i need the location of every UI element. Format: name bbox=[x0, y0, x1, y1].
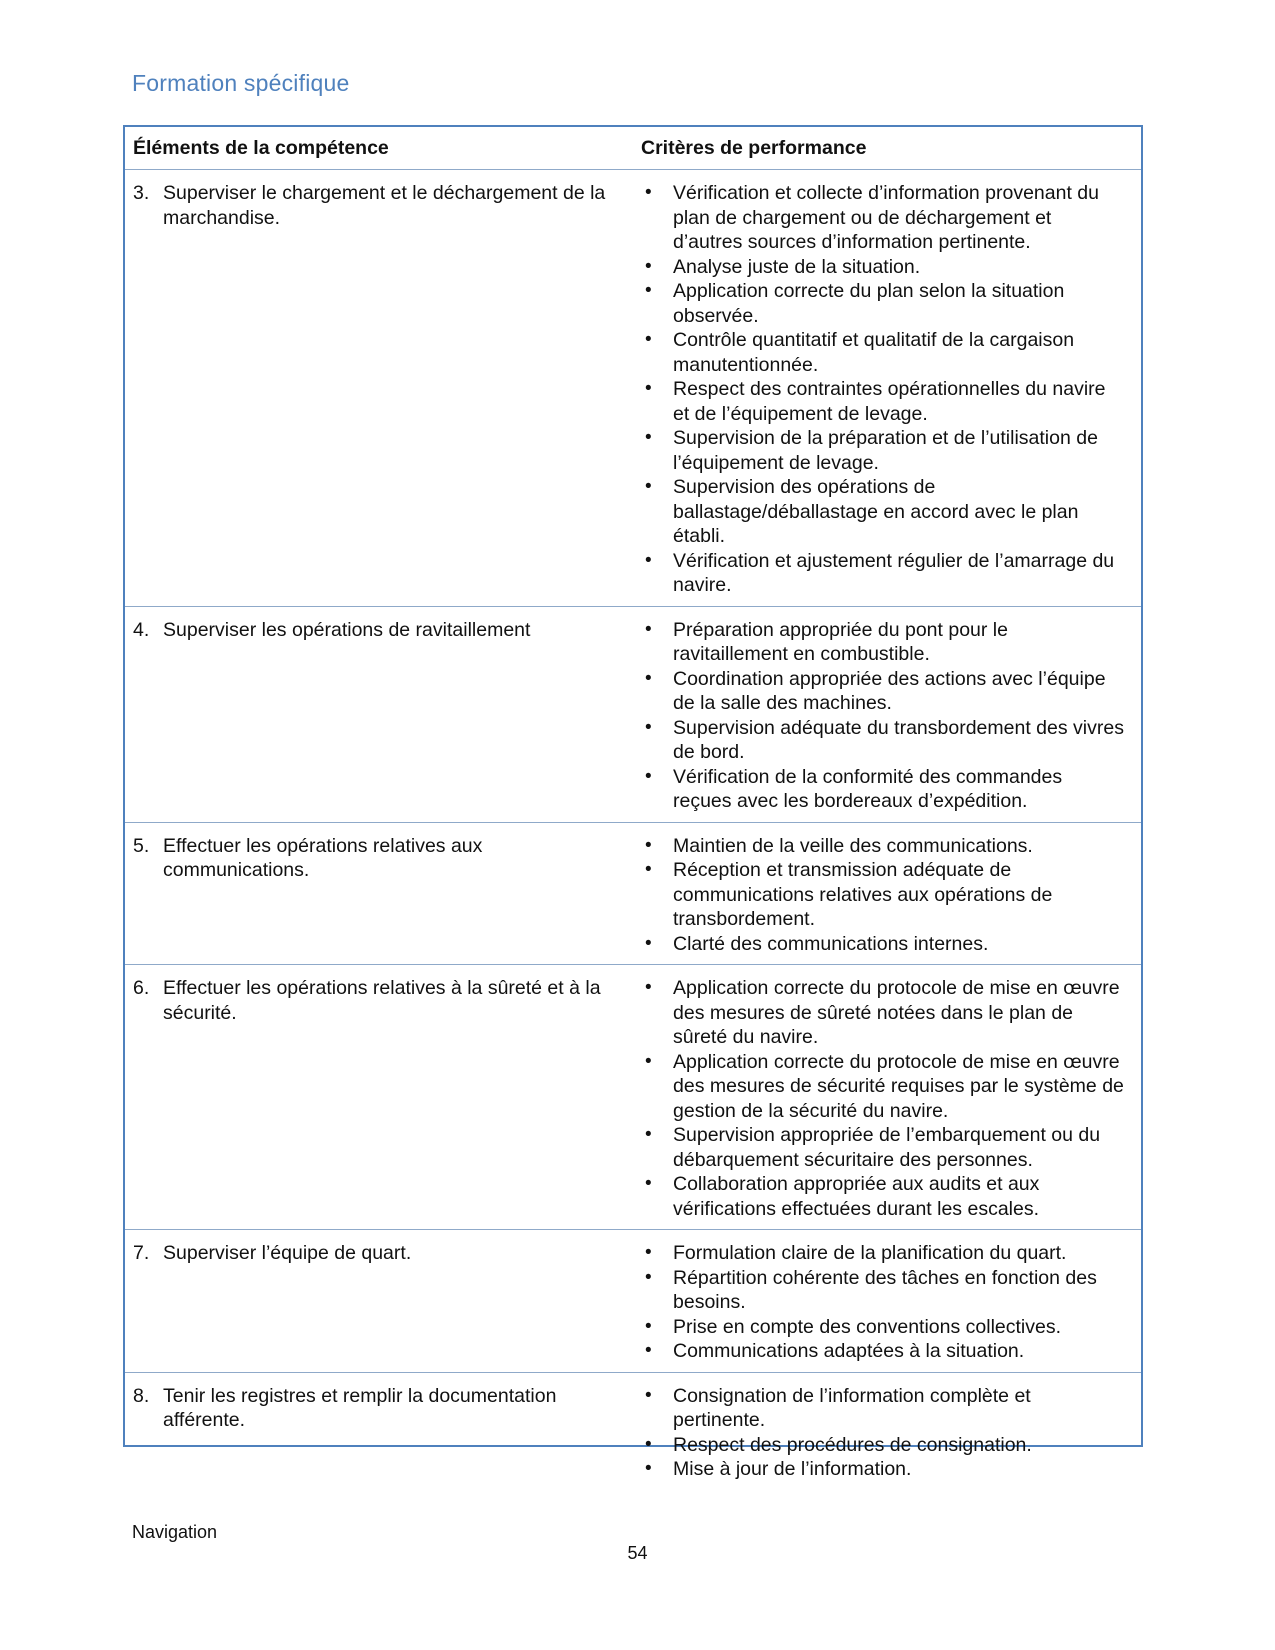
bullet-icon: • bbox=[645, 1242, 652, 1263]
criteria-text: Coordination appropriée des actions avec l’équipe de la salle des machines. bbox=[673, 667, 1106, 714]
element-number: 3. bbox=[133, 182, 150, 204]
criteria-list bbox=[641, 618, 1133, 814]
bullet-icon: • bbox=[645, 378, 652, 399]
criteria-item bbox=[641, 279, 1133, 328]
criteria-text: Contrôle quantitatif et qualitatif de la cargaison manutentionnée. bbox=[673, 329, 1075, 376]
footer-label: Navigation bbox=[132, 1522, 218, 1542]
criteria-list bbox=[641, 181, 1133, 598]
criteria-text: Réception et transmission adéquate de communications relatives aux opérations de transbordement. bbox=[673, 859, 1053, 930]
criteria-text: Supervision de la préparation et de l’utilisation de l’équipement de levage. bbox=[673, 427, 1098, 474]
criteria-text: Communications adaptées à la situation. bbox=[673, 1340, 1025, 1362]
bullet-icon: • bbox=[645, 859, 652, 880]
criteria-text: Prise en compte des conventions collectives. bbox=[673, 1315, 1062, 1338]
bullet-icon: • bbox=[645, 716, 652, 738]
criteria-item bbox=[641, 932, 1133, 957]
criteria-text: Analyse juste de la situation. bbox=[673, 255, 921, 278]
table-row bbox=[125, 1372, 1141, 1490]
criteria-item bbox=[641, 765, 1133, 814]
criteria-text: Supervision des opérations de ballastage/déballastage en accord avec le plan établi. bbox=[673, 476, 1079, 547]
page-number: 54 bbox=[627, 1543, 648, 1563]
table-row bbox=[125, 170, 1141, 607]
criteria-item bbox=[641, 1050, 1133, 1124]
criteria-item bbox=[641, 1123, 1133, 1172]
criteria-text: Maintien de la veille des communications. bbox=[673, 834, 1033, 857]
criteria-list bbox=[641, 834, 1133, 957]
criteria-cell bbox=[633, 1372, 1141, 1490]
element-cell bbox=[125, 965, 633, 1230]
criteria-item bbox=[641, 328, 1133, 377]
bullet-icon: • bbox=[645, 280, 652, 301]
criteria-item bbox=[641, 1457, 1133, 1482]
element-text: Superviser les opérations de ravitaillement bbox=[163, 618, 531, 641]
bullet-icon: • bbox=[645, 1458, 652, 1479]
bullet-icon: • bbox=[645, 932, 652, 954]
criteria-cell bbox=[633, 1230, 1141, 1373]
criteria-item bbox=[641, 1315, 1133, 1340]
criteria-list bbox=[641, 976, 1133, 1221]
criteria-item bbox=[641, 834, 1133, 859]
criteria-item bbox=[641, 1339, 1133, 1364]
bullet-icon: • bbox=[645, 618, 652, 640]
element-text: Tenir les registres et remplir la documentation afférente. bbox=[163, 1384, 557, 1431]
element-cell bbox=[125, 1372, 633, 1490]
bullet-icon: • bbox=[645, 1173, 652, 1194]
criteria-text: Supervision adéquate du transbordement des vivres de bord. bbox=[673, 716, 1124, 763]
element-cell bbox=[125, 170, 633, 607]
element-cell bbox=[125, 822, 633, 965]
element-text: Effectuer les opérations relatives à la sûreté et à la sécurité. bbox=[163, 977, 601, 1024]
bullet-icon: • bbox=[645, 329, 652, 350]
bullet-icon: • bbox=[645, 255, 652, 277]
bullet-icon: • bbox=[645, 1340, 652, 1361]
criteria-item bbox=[641, 618, 1133, 667]
criteria-text: Supervision appropriée de l’embarquement ou du débarquement sécuritaire des personnes. bbox=[673, 1124, 1101, 1171]
column-header-elements: Éléments de la compétence bbox=[125, 127, 633, 170]
bullet-icon: • bbox=[645, 1384, 652, 1406]
column-header-criteria: Critères de performance bbox=[633, 127, 1141, 170]
criteria-text: Application correcte du protocole de mise en œuvre des mesures de sûreté notées dans le plan de sûreté du navire. bbox=[673, 977, 1120, 1048]
bullet-icon: • bbox=[645, 1124, 652, 1145]
criteria-text: Vérification de la conformité des commandes reçues avec les bordereaux d’expédition. bbox=[673, 765, 1063, 812]
criteria-text: Application correcte du protocole de mise en œuvre des mesures de sécurité requises par le système de gestion de la sécurité du navire. bbox=[673, 1050, 1124, 1122]
criteria-item bbox=[641, 549, 1133, 598]
bullet-icon: • bbox=[645, 1266, 652, 1288]
criteria-item bbox=[641, 426, 1133, 475]
criteria-text: Collaboration appropriée aux audits et aux vérifications effectuées durant les escales. bbox=[673, 1173, 1040, 1220]
table-row bbox=[125, 1230, 1141, 1373]
criteria-item bbox=[641, 716, 1133, 765]
bullet-icon: • bbox=[645, 1050, 652, 1072]
bullet-icon: • bbox=[645, 667, 652, 689]
criteria-cell bbox=[633, 606, 1141, 822]
criteria-text: Répartition cohérente des tâches en fonction des besoins. bbox=[673, 1266, 1097, 1313]
criteria-list bbox=[641, 1384, 1133, 1482]
section-title: Formation spécifique bbox=[132, 70, 350, 96]
bullet-icon: • bbox=[645, 1433, 652, 1455]
criteria-text: Préparation appropriée du pont pour le ravitaillement en combustible. bbox=[673, 618, 1008, 665]
table-header-row bbox=[125, 127, 1141, 170]
criteria-item bbox=[641, 255, 1133, 280]
criteria-item bbox=[641, 1384, 1133, 1433]
element-text: Superviser le chargement et le déchargement de la marchandise. bbox=[163, 182, 606, 229]
criteria-item bbox=[641, 1266, 1133, 1315]
element-number: 6. bbox=[133, 977, 150, 999]
criteria-item bbox=[641, 475, 1133, 549]
criteria-text: Clarté des communications internes. bbox=[673, 932, 989, 955]
table-row bbox=[125, 606, 1141, 822]
criteria-text: Application correcte du plan selon la situation observée. bbox=[673, 280, 1065, 327]
criteria-text: Consignation de l’information complète et pertinente. bbox=[673, 1384, 1031, 1431]
criteria-text: Mise à jour de l’information. bbox=[673, 1458, 912, 1480]
criteria-list bbox=[641, 1241, 1133, 1364]
criteria-cell bbox=[633, 965, 1141, 1230]
criteria-item bbox=[641, 1433, 1133, 1458]
criteria-cell bbox=[633, 822, 1141, 965]
element-number: 8. bbox=[133, 1384, 150, 1407]
bullet-icon: • bbox=[645, 427, 652, 448]
criteria-text: Respect des procédures de consignation. bbox=[673, 1433, 1032, 1456]
criteria-text: Vérification et collecte d’information provenant du plan de chargement ou de déchargement et d’autres sources d’information pertinente. bbox=[673, 182, 1099, 253]
bullet-icon: • bbox=[645, 549, 652, 571]
competency-table bbox=[123, 125, 1143, 1480]
element-text: Effectuer les opérations relatives aux communications. bbox=[163, 834, 483, 881]
element-number: 5. bbox=[133, 834, 150, 857]
criteria-cell bbox=[633, 170, 1141, 607]
element-text: Superviser l’équipe de quart. bbox=[163, 1242, 412, 1264]
criteria-text: Vérification et ajustement régulier de l’amarrage du navire. bbox=[673, 549, 1115, 596]
bullet-icon: • bbox=[645, 834, 652, 856]
criteria-item bbox=[641, 1172, 1133, 1221]
criteria-item bbox=[641, 377, 1133, 426]
element-number: 4. bbox=[133, 618, 150, 641]
bullet-icon: • bbox=[645, 977, 652, 998]
bullet-icon: • bbox=[645, 476, 652, 497]
criteria-item bbox=[641, 858, 1133, 932]
element-cell bbox=[125, 1230, 633, 1373]
bullet-icon: • bbox=[645, 182, 652, 203]
table-row bbox=[125, 965, 1141, 1230]
criteria-item bbox=[641, 976, 1133, 1050]
criteria-item bbox=[641, 1241, 1133, 1266]
criteria-text: Respect des contraintes opérationnelles du navire et de l’équipement de levage. bbox=[673, 378, 1106, 425]
element-cell bbox=[125, 606, 633, 822]
criteria-text: Formulation claire de la planification du quart. bbox=[673, 1242, 1067, 1264]
element-number: 7. bbox=[133, 1242, 150, 1264]
criteria-item bbox=[641, 181, 1133, 255]
table-row bbox=[125, 822, 1141, 965]
criteria-item bbox=[641, 667, 1133, 716]
bullet-icon: • bbox=[645, 765, 652, 787]
bullet-icon: • bbox=[645, 1315, 652, 1337]
